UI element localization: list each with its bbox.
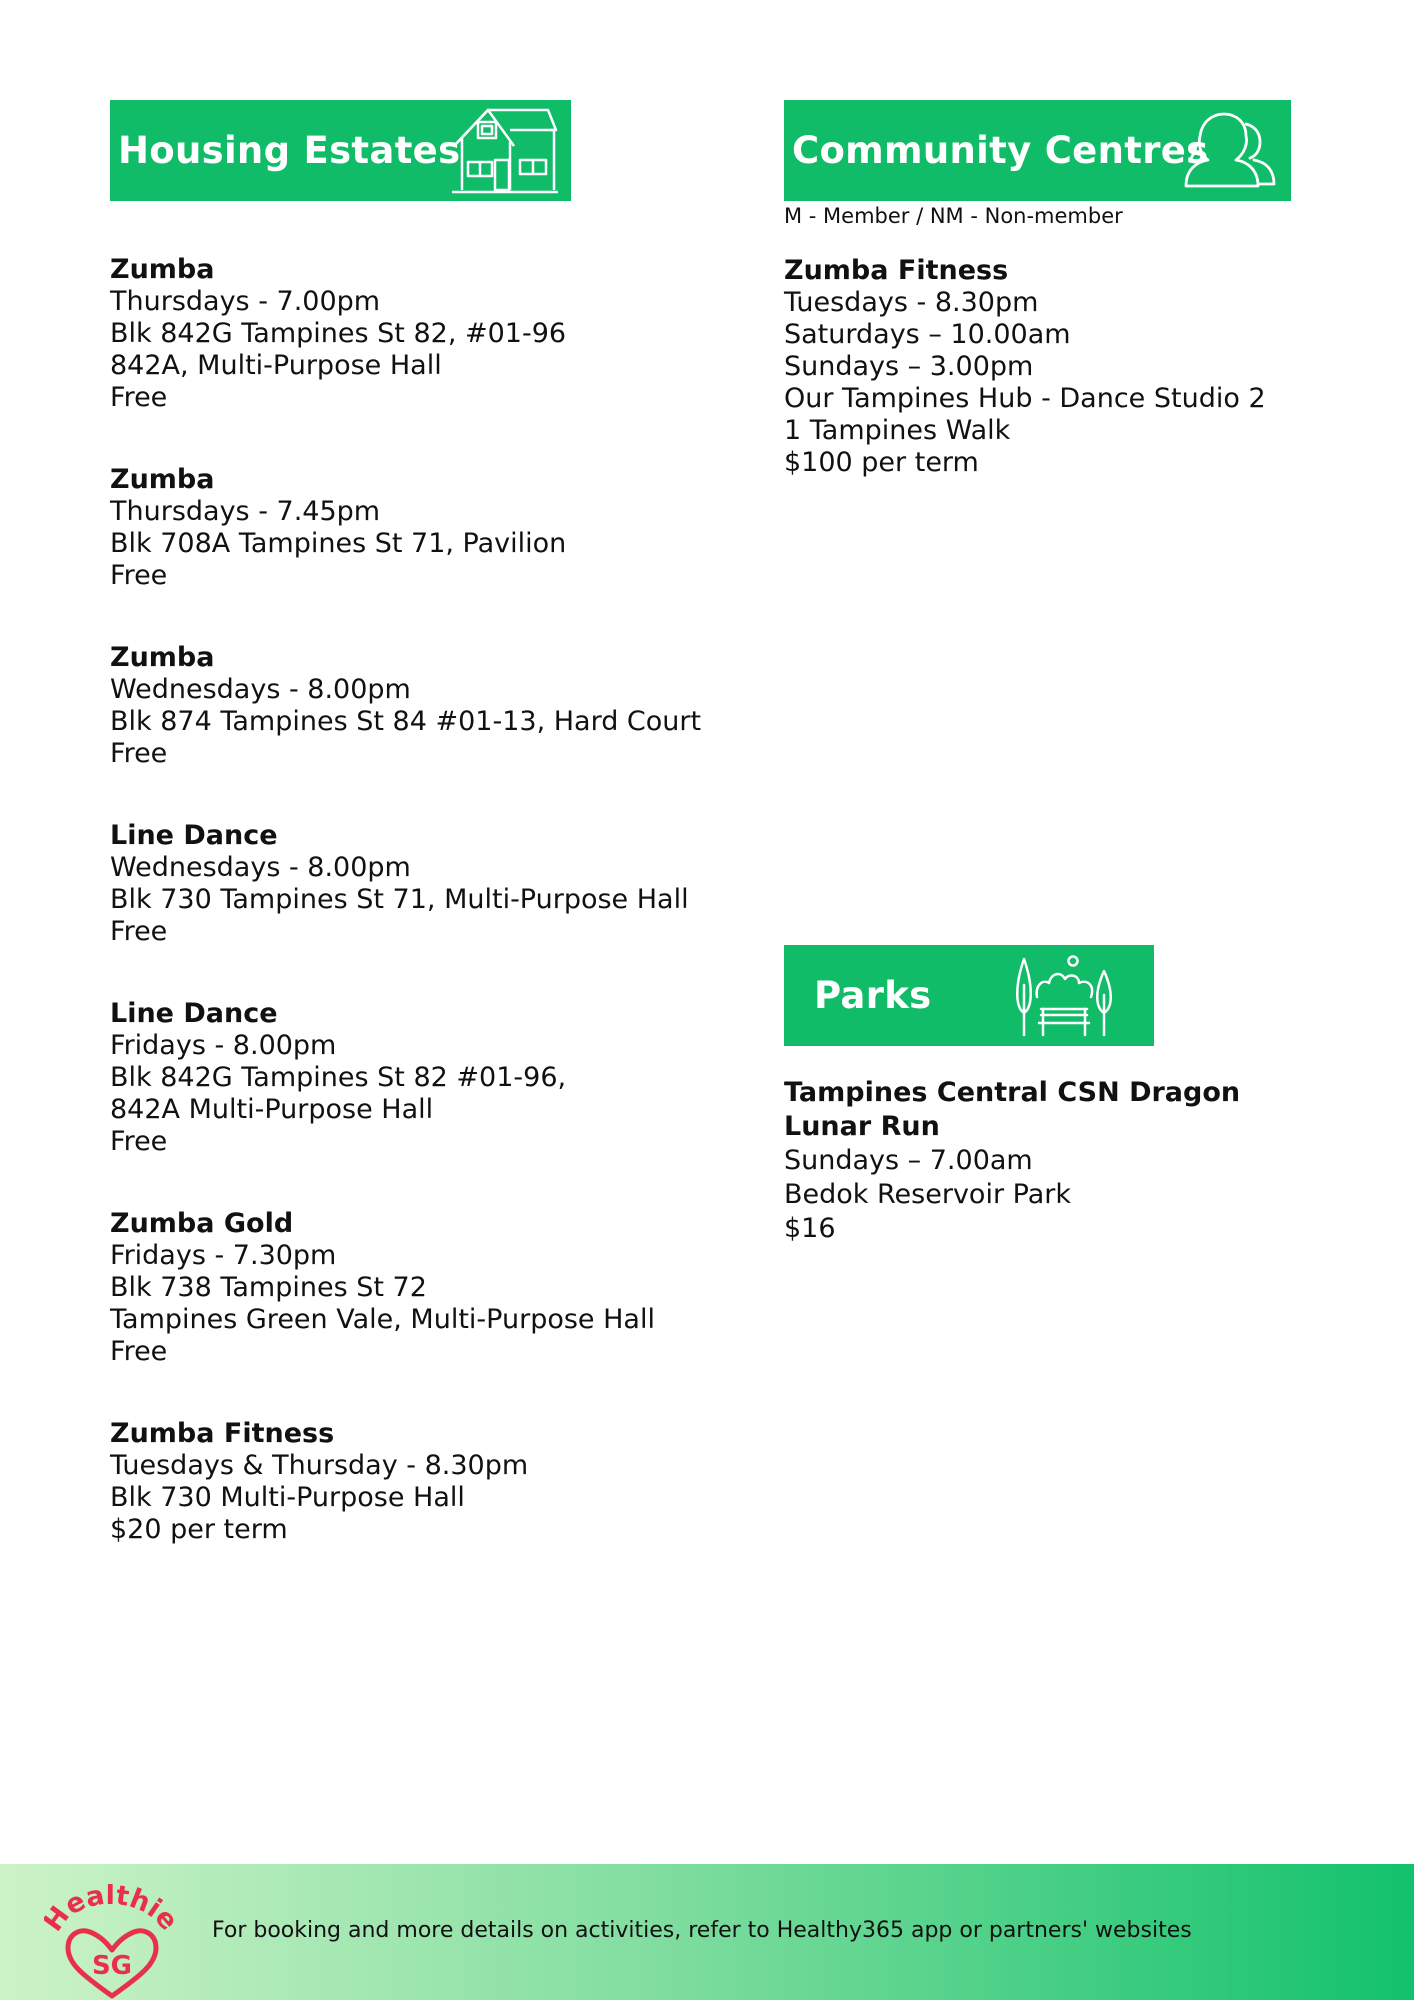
activity-line: Free xyxy=(110,1126,168,1157)
activity-line: Sundays – 3.00pm xyxy=(784,351,1034,382)
activity-title: Zumba xyxy=(110,254,215,285)
park-bench-icon xyxy=(1009,945,1119,1046)
logo-text-bottom: SG xyxy=(91,1951,133,1981)
activity-title: Zumba Fitness xyxy=(110,1418,335,1449)
activity-line: $100 per term xyxy=(784,447,979,478)
activity-line: Blk 730 Tampines St 71, Multi-Purpose Hall xyxy=(110,884,689,915)
activity-line: Tuesdays - 8.30pm xyxy=(784,287,1039,318)
community-activity-list xyxy=(784,255,1344,479)
activity-line: Tampines Green Vale, Multi-Purpose Hall xyxy=(110,1304,655,1335)
activity-line: Tuesdays & Thursday - 8.30pm xyxy=(110,1450,529,1481)
activity-line: Our Tampines Hub - Dance Studio 2 xyxy=(784,383,1266,414)
housing-estates-banner xyxy=(110,100,571,201)
activity-line: Saturdays – 10.00am xyxy=(784,319,1071,350)
activity-title: Zumba Fitness xyxy=(784,255,1009,286)
section-heading: Parks xyxy=(814,974,932,1017)
parks-section xyxy=(784,945,1304,1246)
activity-line: Blk 730 Multi-Purpose Hall xyxy=(110,1482,465,1513)
activity-item xyxy=(110,820,730,948)
activity-line: Fridays - 8.00pm xyxy=(110,1030,337,1061)
activity-line: Free xyxy=(110,382,168,413)
section-heading: Housing Estates xyxy=(118,129,461,172)
heart-logo-icon xyxy=(44,1884,184,2008)
activity-item xyxy=(110,464,730,592)
activity-line: Blk 842G Tampines St 82, #01-96 xyxy=(110,318,567,349)
activity-line: $20 per term xyxy=(110,1514,288,1545)
activity-line: Thursdays - 7.00pm xyxy=(110,286,381,317)
housing-activity-list xyxy=(110,254,730,1546)
activity-title: Tampines Central CSN Dragon Lunar Run xyxy=(784,1077,1241,1142)
svg-text:Healthier xyxy=(44,1884,184,1937)
activity-line: Wednesdays - 8.00pm xyxy=(110,852,411,883)
activity-title: Zumba xyxy=(110,464,215,495)
footer-note: For booking and more details on activities, refer to Healthy365 app or partners' websites xyxy=(212,1918,1192,1943)
activity-item xyxy=(784,1076,1304,1246)
activity-line: Blk 708A Tampines St 71, Pavilion xyxy=(110,528,567,559)
activity-item xyxy=(110,1418,730,1546)
activity-line: Free xyxy=(110,1336,168,1367)
activity-line: 842A, Multi-Purpose Hall xyxy=(110,350,442,381)
activity-line: 1 Tampines Walk xyxy=(784,415,1011,446)
footer-bar xyxy=(0,1864,1414,2000)
activity-item xyxy=(110,642,730,770)
parks-activity-list xyxy=(784,1076,1304,1246)
activity-line: $16 xyxy=(784,1213,836,1244)
activity-line: Blk 874 Tampines St 84 #01-13, Hard Court xyxy=(110,706,702,737)
community-centres-section xyxy=(784,100,1344,479)
housing-estates-section xyxy=(110,100,730,1546)
activity-line: Free xyxy=(110,560,168,591)
activity-item xyxy=(110,998,730,1158)
activity-line: Bedok Reservoir Park xyxy=(784,1179,1071,1210)
activity-title: Zumba Gold xyxy=(110,1208,294,1239)
activity-line: Free xyxy=(110,916,168,947)
activity-line: 842A Multi-Purpose Hall xyxy=(110,1094,434,1125)
section-heading: Community Centres xyxy=(792,129,1209,172)
activity-line: Blk 738 Tampines St 72 xyxy=(110,1272,427,1303)
house-icon xyxy=(448,100,562,201)
activity-item xyxy=(110,254,730,414)
activity-line: Blk 842G Tampines St 82 #01-96, xyxy=(110,1062,567,1093)
activity-line: Fridays - 7.30pm xyxy=(110,1240,337,1271)
activity-title: Zumba xyxy=(110,642,215,673)
people-icon xyxy=(1174,100,1286,201)
activity-item xyxy=(110,1208,730,1368)
activity-item xyxy=(784,255,1344,479)
activity-title: Line Dance xyxy=(110,998,278,1029)
activity-line: Thursdays - 7.45pm xyxy=(110,496,381,527)
parks-banner xyxy=(784,945,1154,1046)
community-centres-banner xyxy=(784,100,1291,201)
activity-line: Sundays – 7.00am xyxy=(784,1145,1033,1176)
activity-line: Wednesdays - 8.00pm xyxy=(110,674,411,705)
activity-title: Line Dance xyxy=(110,820,278,851)
membership-note: M - Member / NM - Non-member xyxy=(784,204,1123,228)
logo-text-top: ealthie xyxy=(60,1884,184,1937)
activity-line: Free xyxy=(110,738,168,769)
